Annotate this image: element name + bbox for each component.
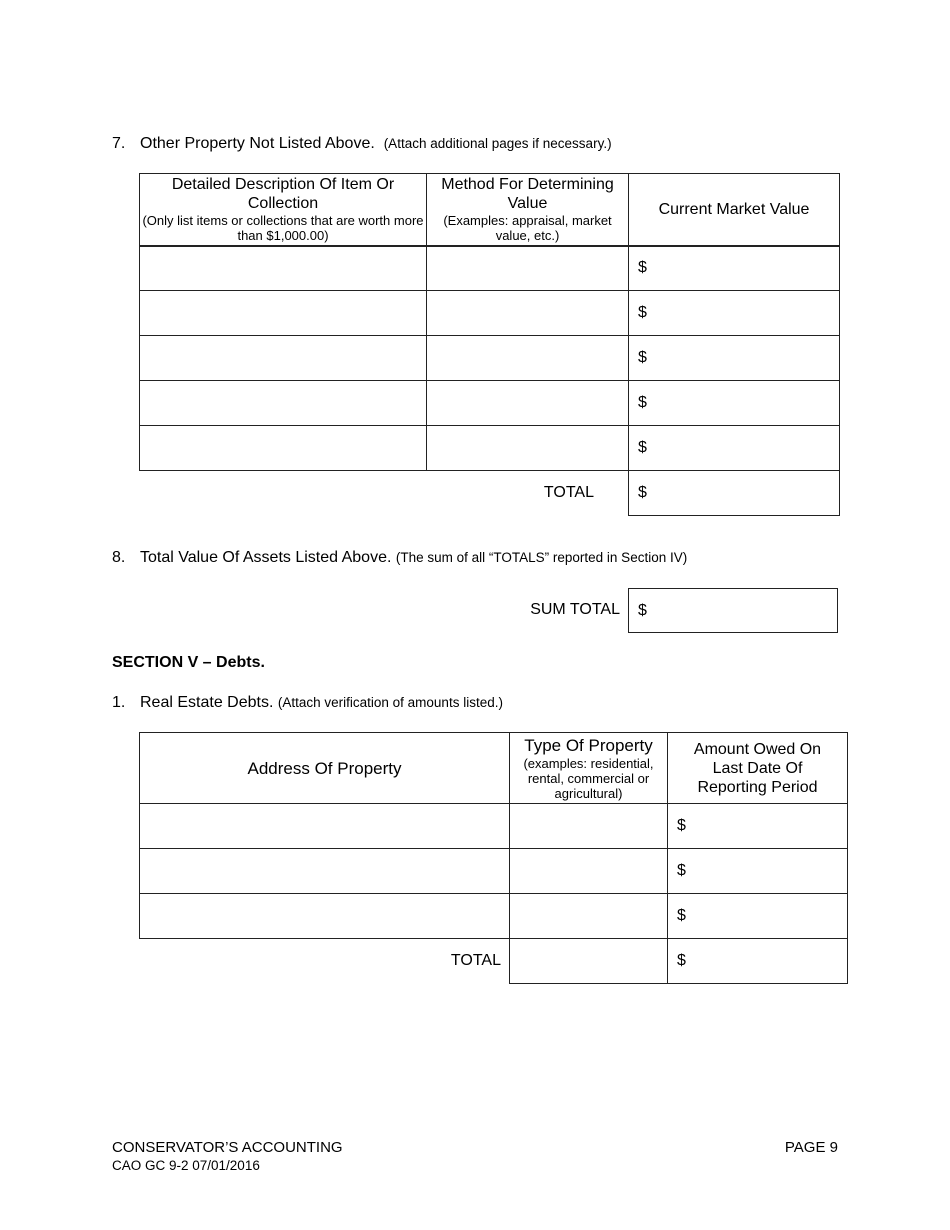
table-row	[140, 336, 840, 381]
total-value-cell[interactable]: $	[629, 471, 840, 516]
method-cell[interactable]	[427, 336, 629, 381]
col-value-heading: Current Market Value	[658, 200, 810, 218]
col-description-heading: Detailed Description Of Item Or Collection	[171, 176, 395, 213]
description-cell[interactable]	[140, 381, 427, 426]
sum-total-label: SUM TOTAL	[530, 601, 620, 618]
item7-note: (Attach additional pages if necessary.)	[383, 136, 612, 151]
item8-note: (The sum of all “TOTALS” reported in Section IV)	[395, 550, 688, 565]
debts-item1-number: 1.	[112, 694, 126, 711]
sum-total-field[interactable]	[628, 588, 838, 633]
col-type-heading: Type Of Property	[524, 735, 653, 755]
type-cell[interactable]	[510, 849, 668, 894]
value-cell[interactable]: $	[629, 246, 840, 291]
col-amount-header: Amount Owed On Last Date Of Reporting Period	[668, 733, 848, 804]
method-cell[interactable]	[427, 381, 629, 426]
table-row	[140, 381, 840, 426]
debts-total-label: TOTAL	[140, 939, 510, 984]
col-address-header: Address Of Property	[140, 733, 510, 804]
debts-item1-title: Real Estate Debts.	[140, 694, 274, 711]
table-row	[140, 804, 848, 849]
address-cell[interactable]	[140, 849, 510, 894]
address-cell[interactable]	[140, 804, 510, 849]
real-estate-debts-table	[139, 732, 848, 984]
col-method-heading: Method For Determining Value	[441, 176, 614, 213]
item7-heading	[112, 135, 612, 153]
item7-number: 7.	[112, 135, 126, 152]
method-cell[interactable]	[427, 246, 629, 291]
footer-form-code: CAO GC 9-2 07/01/2016	[112, 1158, 260, 1173]
method-cell[interactable]	[427, 291, 629, 336]
type-cell[interactable]	[510, 894, 668, 939]
total-label: TOTAL	[427, 471, 629, 516]
footer-page-number: PAGE 9	[784, 1139, 838, 1156]
footer-form-title: CONSERVATOR’S ACCOUNTING	[112, 1139, 343, 1156]
section5-title: SECTION V – Debts.	[112, 654, 265, 671]
type-cell[interactable]	[510, 804, 668, 849]
amount-cell[interactable]: $	[668, 894, 848, 939]
debts-item1-note: (Attach verification of amounts listed.)	[277, 695, 503, 710]
method-cell[interactable]	[427, 426, 629, 471]
value-cell[interactable]: $	[629, 336, 840, 381]
table-row	[140, 291, 840, 336]
total-row	[140, 939, 848, 984]
col-description-header	[140, 174, 427, 246]
table-row	[140, 426, 840, 471]
value-cell[interactable]: $	[629, 381, 840, 426]
table-row	[140, 849, 848, 894]
debts-total-type-cell[interactable]	[510, 939, 668, 984]
value-cell[interactable]: $	[629, 426, 840, 471]
amount-cell[interactable]: $	[668, 804, 848, 849]
item8-title: Total Value Of Assets Listed Above.	[140, 549, 392, 566]
col-method-header	[427, 174, 629, 246]
table-header-row	[140, 733, 848, 804]
sum-total-value: $	[638, 602, 647, 619]
other-property-table	[139, 173, 840, 516]
col-value-header	[629, 174, 840, 246]
total-spacer	[140, 471, 427, 516]
col-description-sub: (Only list items or collections that are worth more than $1,000.00)	[142, 213, 424, 244]
description-cell[interactable]	[140, 426, 427, 471]
table-row	[140, 894, 848, 939]
col-type-header	[510, 733, 668, 804]
table-header-row	[140, 174, 840, 246]
col-type-sub: (examples: residential, rental, commercial or agricultural)	[523, 755, 654, 801]
address-cell[interactable]	[140, 894, 510, 939]
amount-cell[interactable]: $	[668, 849, 848, 894]
description-cell[interactable]	[140, 246, 427, 291]
description-cell[interactable]	[140, 291, 427, 336]
total-row	[140, 471, 840, 516]
item8-heading	[112, 549, 687, 567]
col-method-sub: (Examples: appraisal, market value, etc.)	[443, 213, 612, 244]
item7-title: Other Property Not Listed Above.	[140, 135, 375, 152]
debts-item1-heading	[112, 694, 503, 712]
debts-total-amount-cell[interactable]: $	[668, 939, 848, 984]
item8-number: 8.	[112, 549, 126, 566]
table-row	[140, 246, 840, 291]
value-cell[interactable]: $	[629, 291, 840, 336]
description-cell[interactable]	[140, 336, 427, 381]
